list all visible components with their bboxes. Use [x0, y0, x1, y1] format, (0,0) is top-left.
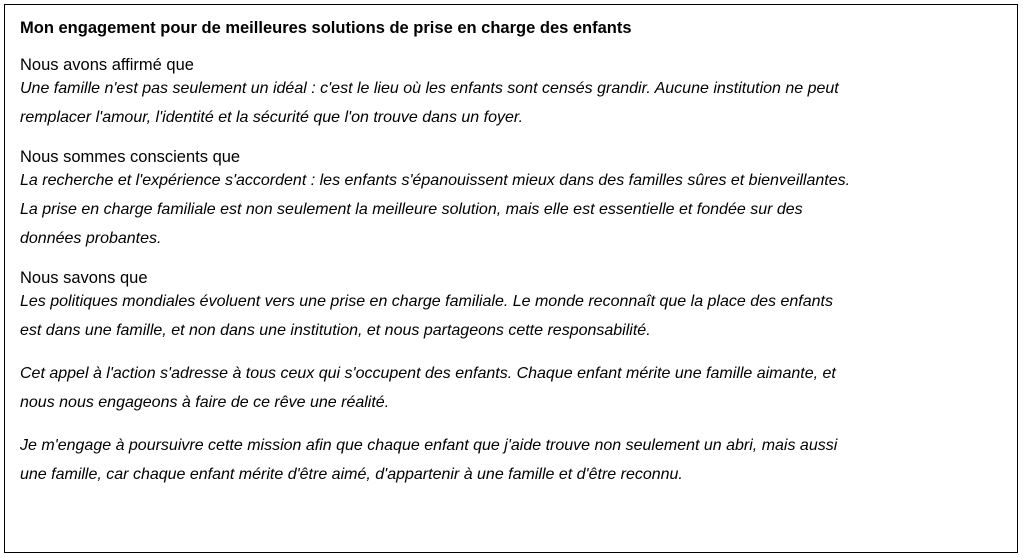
document-title: Mon engagement pour de meilleures solutions de prise en charge des enfants	[20, 19, 632, 37]
section-pledge	[20, 431, 1003, 489]
section-text-line: données probantes.	[20, 230, 162, 247]
section-lead: Nous sommes conscients que	[20, 148, 241, 166]
section-text-line: une famille, car chaque enfant mérite d'être aimé, d'appartenir à une famille et d'être reconnu.	[20, 466, 683, 483]
section-text-line: Une famille n'est pas seulement un idéal : c'est le lieu où les enfants sont censés grandir. Aucune institution ne peut	[20, 80, 839, 97]
section-text-line: La prise en charge familiale est non seulement la meilleure solution, mais elle est essentielle et fondée sur des	[20, 201, 803, 218]
section-text-line: est dans une famille, et non dans une institution, et nous partageons cette responsabilité.	[20, 322, 651, 339]
section-text-line: remplacer l'amour, l'identité et la sécurité que l'on trouve dans un foyer.	[20, 109, 524, 126]
section-affirmed	[20, 54, 1003, 132]
section-text-line: Les politiques mondiales évoluent vers une prise en charge familiale. Le monde reconnaît que la place des enfants	[20, 293, 833, 310]
pledge-document	[4, 4, 1018, 553]
section-lead: Nous avons affirmé que	[20, 56, 194, 74]
section-text-line: nous nous engageons à faire de ce rêve une réalité.	[20, 394, 390, 411]
section-text-line: Je m'engage à poursuivre cette mission afin que chaque enfant que j'aide trouve non seulement un abri, mais aussi	[20, 437, 838, 454]
section-call-to-action	[20, 359, 1003, 417]
section-know	[20, 267, 1003, 345]
section-lead: Nous savons que	[20, 269, 148, 287]
section-text-line: La recherche et l'expérience s'accordent : les enfants s'épanouissent mieux dans des familles sûres et bienveillantes.	[20, 172, 851, 189]
section-text-line: Cet appel à l'action s'adresse à tous ceux qui s'occupent des enfants. Chaque enfant mérite une famille aimante, et	[20, 365, 836, 382]
section-aware	[20, 146, 1003, 253]
